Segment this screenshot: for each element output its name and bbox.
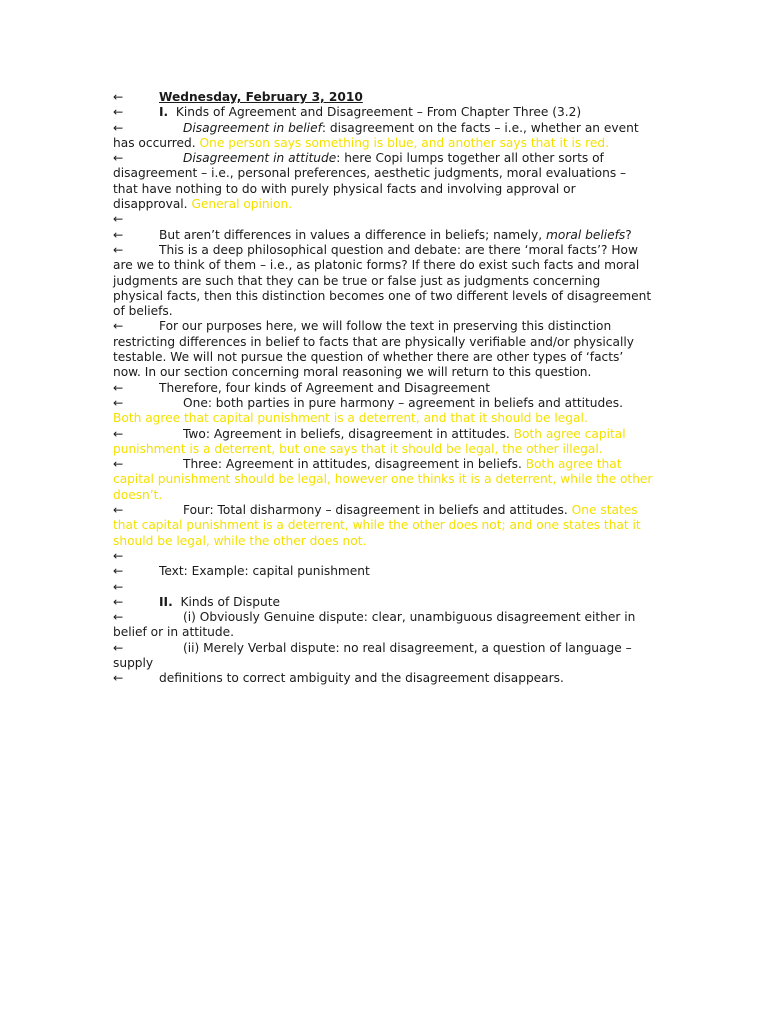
- dispute-two: [113, 641, 653, 672]
- document-page: [113, 90, 653, 687]
- question-paragraph: [113, 228, 653, 243]
- debate-paragraph: [113, 243, 653, 319]
- question-emphasis: moral beliefs: [546, 227, 626, 242]
- section-1-title: Kinds of Agreement and Disagreement – From Chapter Three (3.2): [175, 105, 582, 120]
- kind-example: One states that capital punishment is a deterrent, while the other does not; and one states that it should be legal, while the other does not.: [113, 503, 641, 548]
- arrow-icon: ←: [113, 564, 124, 579]
- arrow-icon: ←: [113, 594, 124, 609]
- arrow-icon: ←: [113, 426, 124, 441]
- dispute-one: [113, 610, 653, 641]
- kind-one: [113, 396, 653, 427]
- question-text: But aren’t differences in values a difference in beliefs; namely,: [159, 227, 547, 242]
- kind-example: Both agree that capital punishment should be legal, however one thinks it is a deterrent, while the other doesn’t.: [113, 457, 653, 502]
- dispute-text: (i) Obviously Genuine dispute: clear, unambiguous disagreement either in belief or in attitude.: [113, 610, 636, 640]
- attitude-text: : here Copi lumps together all other sorts of disagreement – i.e., personal preferences, aesthetic judgments, moral evaluations – that have nothing to do with purely physical facts and involving approval or disapproval.: [113, 151, 627, 212]
- belief-text: : disagreement on the facts – i.e., whether an event has occurred.: [113, 120, 639, 150]
- arrow-icon: ←: [113, 120, 124, 135]
- debate-text: This is a deep philosophical question and debate: are there ‘moral facts’? How are we to think of them – i.e., as platonic forms? If there do exist such facts and moral judgments are such that they can be true or false just as judgments concerning physical facts, then this distinction becomes one of two different levels of disagreement of beliefs.: [113, 242, 652, 319]
- arrow-icon: ←: [113, 671, 124, 686]
- kind-two: [113, 427, 653, 458]
- dispute-text: (ii) Merely Verbal dispute: no real disagreement, a question of language – supply: [113, 640, 632, 670]
- arrow-icon: ←: [113, 503, 124, 518]
- arrow-icon: ←: [113, 395, 124, 410]
- text-example: Text: Example: capital punishment: [159, 564, 370, 579]
- arrow-icon: ←: [113, 579, 124, 594]
- purposes-paragraph: [113, 319, 653, 380]
- section-2-title: Kinds of Dispute: [180, 594, 280, 609]
- kind-text: One: both parties in pure harmony – agreement in beliefs and attitudes.: [183, 395, 623, 410]
- section-1-heading: [113, 105, 653, 120]
- kind-text: Four: Total disharmony – disagreement in beliefs and attitudes.: [183, 503, 572, 518]
- blank-line: [113, 580, 653, 595]
- dispute-three: [113, 671, 653, 686]
- kind-four: [113, 503, 653, 549]
- kind-text: Two: Agreement in beliefs, disagreement in attitudes.: [183, 426, 514, 441]
- belief-paragraph: [113, 121, 653, 152]
- four-kinds-heading: [113, 381, 653, 396]
- belief-example: One person says something is blue, and another says that it is red.: [199, 135, 609, 150]
- arrow-icon: ←: [113, 457, 124, 472]
- section-2-number: II.: [159, 594, 173, 609]
- blank-line: [113, 212, 653, 227]
- arrow-icon: ←: [113, 212, 124, 227]
- arrow-icon: ←: [113, 242, 124, 257]
- kind-text: Three: Agreement in attitudes, disagreement in beliefs.: [183, 457, 526, 472]
- arrow-icon: ←: [113, 640, 124, 655]
- arrow-icon: ←: [113, 380, 124, 395]
- date-heading: Wednesday, February 3, 2010: [159, 90, 363, 104]
- attitude-example: General opinion.: [191, 197, 293, 212]
- attitude-term: Disagreement in attitude: [183, 151, 337, 166]
- blank-line: [113, 549, 653, 564]
- kind-three: [113, 457, 653, 503]
- text-example-line: [113, 564, 653, 579]
- arrow-icon: ←: [113, 227, 124, 242]
- arrow-icon: ←: [113, 90, 124, 104]
- arrow-icon: ←: [113, 610, 124, 625]
- arrow-icon: ←: [113, 319, 124, 334]
- kind-example: Both agree that capital punishment is a deterrent, and that it should be legal.: [113, 411, 588, 426]
- date-line: [113, 90, 653, 105]
- belief-term: Disagreement in belief: [183, 120, 322, 135]
- arrow-icon: ←: [113, 105, 124, 120]
- question-end: ?: [625, 227, 632, 242]
- purposes-text: For our purposes here, we will follow the text in preserving this distinction restricting differences in belief to facts that are physically verifiable and/or physically testable. We will not pursue the question of whether there are other types of ‘facts’ now. In our section concerning moral reasoning we will return to this question.: [113, 319, 634, 380]
- dispute-text: definitions to correct ambiguity and the disagreement disappears.: [159, 671, 564, 686]
- arrow-icon: ←: [113, 151, 124, 166]
- arrow-icon: ←: [113, 548, 124, 563]
- four-kinds-text: Therefore, four kinds of Agreement and Disagreement: [159, 380, 491, 395]
- attitude-paragraph: [113, 151, 653, 212]
- section-2-heading: [113, 595, 653, 610]
- kind-example: Both agree capital punishment is a deterrent, but one says that it should be legal, the other illegal.: [113, 426, 626, 456]
- section-1-number: I.: [159, 105, 169, 120]
